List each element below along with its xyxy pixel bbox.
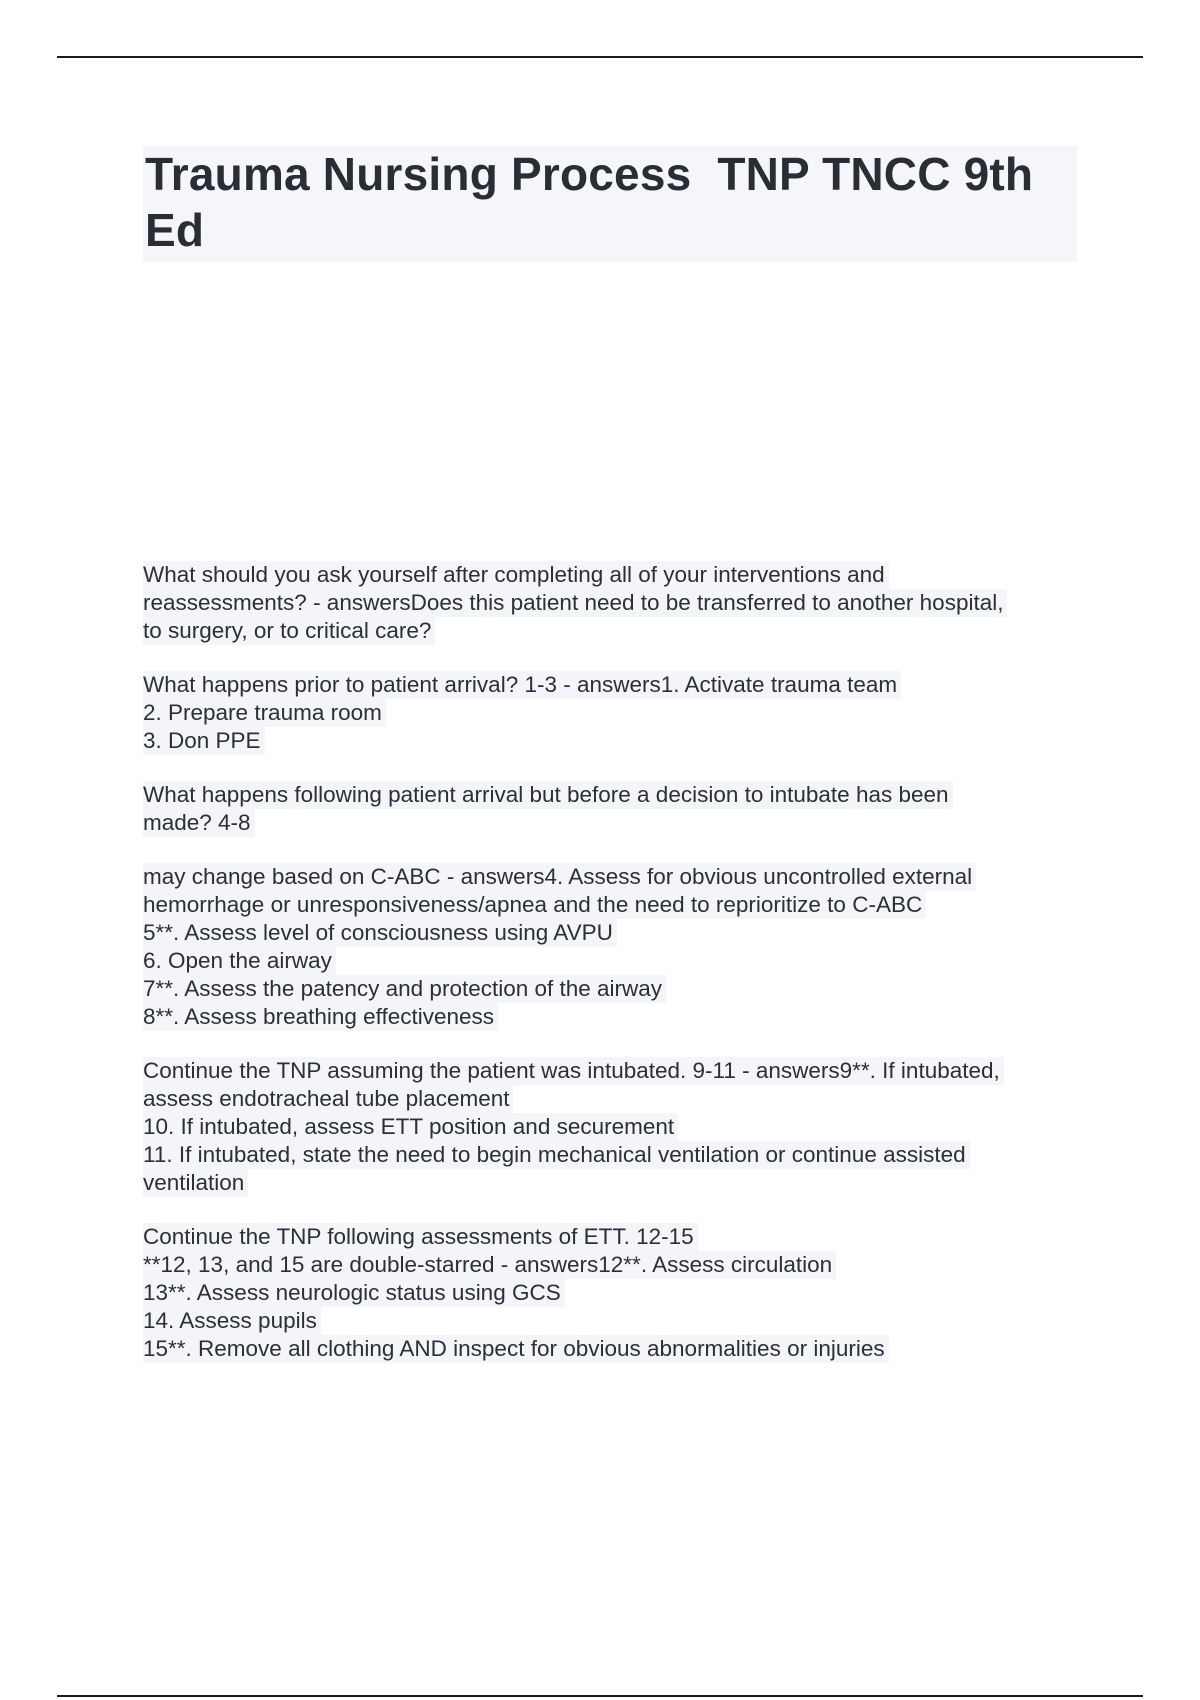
text-line: 3. Don PPE xyxy=(143,727,265,755)
text-line: Continue the TNP following assessments of ETT. 12-15 xyxy=(143,1223,698,1251)
title-line: Ed xyxy=(145,204,205,256)
text-line: 11. If intubated, state the need to begin mechanical ventilation or continue assisted xyxy=(143,1141,970,1169)
text-line: **12, 13, and 15 are double-starred - answers12**. Assess circulation xyxy=(143,1251,836,1279)
text-line: What should you ask yourself after completing all of your interventions and xyxy=(143,561,889,589)
text-line: assess endotracheal tube placement xyxy=(143,1085,513,1113)
text-line: 5**. Assess level of consciousness using AVPU xyxy=(143,919,617,947)
text-line: What happens prior to patient arrival? 1-3 - answers1. Activate trauma team xyxy=(143,671,901,699)
qa-content xyxy=(143,561,1083,1389)
text-line: 10. If intubated, assess ETT position and securement xyxy=(143,1113,678,1141)
qa-block xyxy=(143,1057,1083,1197)
title-line: Trauma Nursing Process TNP TNCC 9th xyxy=(145,148,1034,200)
text-line: reassessments? - answersDoes this patient need to be transferred to another hospital, xyxy=(143,589,1007,617)
text-line: to surgery, or to critical care? xyxy=(143,617,435,645)
page-title xyxy=(145,146,1073,258)
text-line: ventilation xyxy=(143,1169,248,1197)
text-line: 8**. Assess breathing effectiveness xyxy=(143,1003,498,1031)
text-line: 15**. Remove all clothing AND inspect for obvious abnormalities or injuries xyxy=(143,1335,889,1363)
text-line: 2. Prepare trauma room xyxy=(143,699,386,727)
text-line: What happens following patient arrival but before a decision to intubate has been xyxy=(143,781,953,809)
footer-rule xyxy=(57,1695,1143,1697)
text-line: may change based on C-ABC - answers4. Assess for obvious uncontrolled external xyxy=(143,863,976,891)
text-line: made? 4-8 xyxy=(143,809,255,837)
text-line: 6. Open the airway xyxy=(143,947,336,975)
text-line: Continue the TNP assuming the patient was intubated. 9-11 - answers9**. If intubated, xyxy=(143,1057,1004,1085)
header-rule xyxy=(57,56,1143,58)
qa-block xyxy=(143,561,1083,645)
qa-block xyxy=(143,1223,1083,1363)
text-line: 7**. Assess the patency and protection of the airway xyxy=(143,975,666,1003)
text-line: 13**. Assess neurologic status using GCS xyxy=(143,1279,565,1307)
title-block xyxy=(143,146,1077,262)
qa-block xyxy=(143,671,1083,755)
qa-block xyxy=(143,863,1083,1031)
qa-block xyxy=(143,781,1083,837)
text-line: 14. Assess pupils xyxy=(143,1307,321,1335)
text-line: hemorrhage or unresponsiveness/apnea and the need to reprioritize to C-ABC xyxy=(143,891,926,919)
